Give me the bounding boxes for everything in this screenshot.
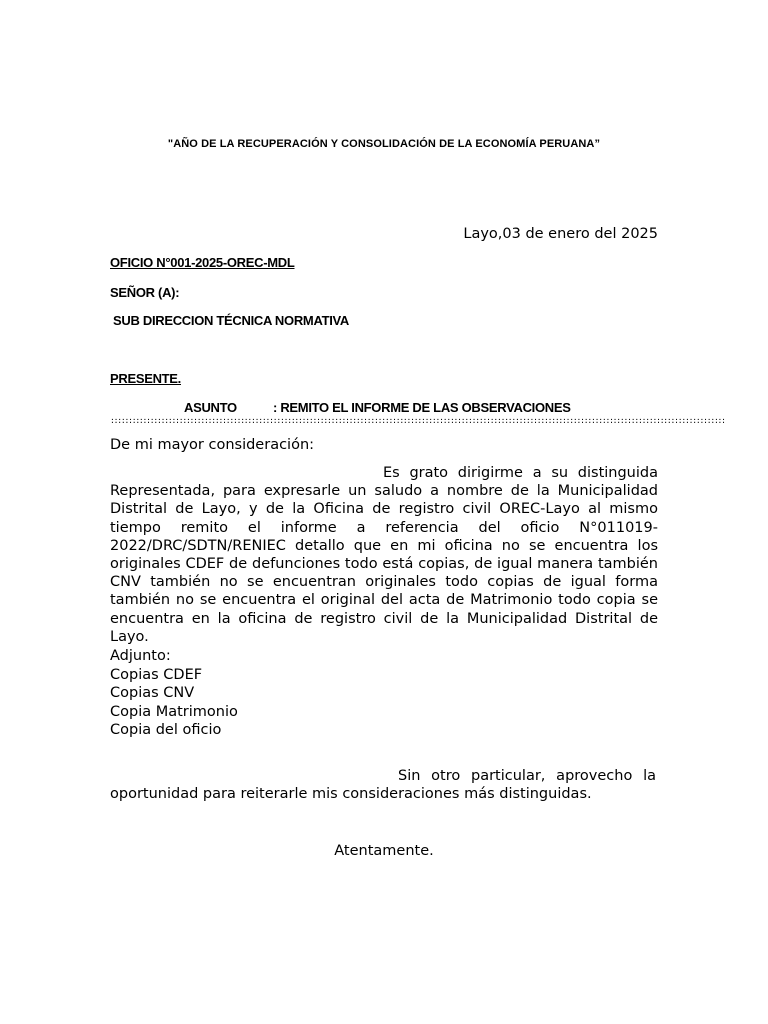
attachment-item: Copias CNV [110,685,195,701]
attachments-block [110,647,238,740]
separator-line: :::::::::::::::::::::::::::::::::::::::::::::::::::::::::::::::::::::::::::::::::::::::::::::::::::::::::::::::::::::::::::::::::::::::::::::::::::::::::::::::::::::::::: [110,416,725,425]
sign-off: Atentamente. [334,843,434,859]
place-date: Layo,03 de enero del 2025 [463,226,658,242]
closing-paragraph: Sin otro particular, aprovecho la oportunidad para reiterarle mis consideraciones más distinguidas. [110,768,656,803]
subject-label: ASUNTO [184,400,237,415]
attachment-item: Copia del oficio [110,722,222,738]
body-paragraph: Es grato dirigirme a su distinguida Representada, para expresarle un saludo a nombre de la Municipalidad Distrital de Layo, y de la Oficina de registro civil OREC-Layo al mismo tiempo remito el informe a referencia del oficio N°011019-2022/DRC/SDTN/RENIEC detallo que en mi oficina no se encuentra los originales CDEF de defunciones todo está copias, de igual manera también CNV también no se encuentran originales todo copias de igual forma también no se encuentra el original del acta de Matrimonio todo copia se encuentra en la oficina de registro civil de la Municipalidad Distrital de Layo. [110,465,658,645]
oficio-number: OFICIO N°001-2025-OREC-MDL [110,255,295,270]
year-motto: "AÑO DE LA RECUPERACIÓN Y CONSOLIDACIÓN DE LA ECONOMÍA PERUANA” [167,138,601,150]
attachment-item: Copias CDEF [110,666,203,683]
presente-heading: PRESENTE. [110,371,181,386]
attachments-label: Adjunto: [110,648,171,664]
subject-text: : REMITO EL INFORME DE LAS OBSERVACIONES [273,400,571,415]
attachment-item: Copia Matrimonio [110,703,238,720]
recipient-title: SEÑOR (A): [110,285,180,300]
recipient-office: SUB DIRECCION TÉCNICA NORMATIVA [113,313,350,328]
greeting: De mi mayor consideración: [110,437,315,453]
